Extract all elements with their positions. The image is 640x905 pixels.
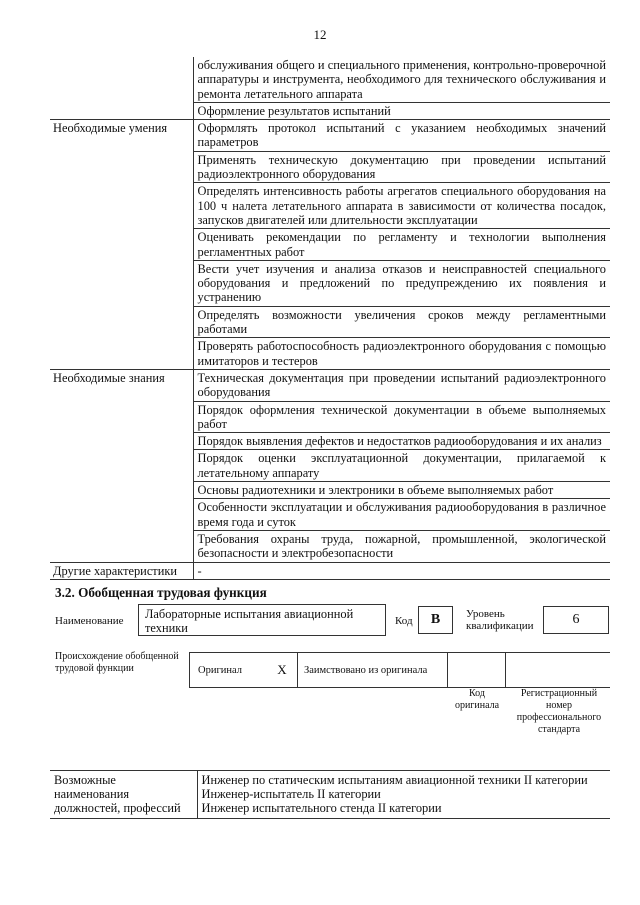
group-label: Другие характеристики — [50, 562, 193, 579]
original-mark: X — [277, 662, 287, 677]
qualification-level-box: 6 — [543, 606, 609, 634]
group-label — [50, 57, 193, 120]
original-label: Оригинал — [198, 664, 242, 676]
table-row: Порядок оценки эксплуатационной документации, прилагаемой к летательному аппарату — [193, 450, 610, 482]
section-title: 3.2. Обобщенная трудовая функция — [55, 585, 267, 600]
positions-table — [50, 770, 610, 819]
code-caption: Код оригинала — [454, 688, 500, 711]
table-row: Вести учет изучения и анализа отказов и неисправностей специального оборудования и предложений по предупреждению их появления и устранению — [193, 260, 610, 306]
table-row: обслуживания общего и специального применения, контрольно-проверочной аппаратуры и инструмента, необходимого для технического обслуживания и ремонта летательного аппарата — [193, 57, 610, 102]
table-row: Техническая документация при проведении испытаний радиоэлектронного оборудования — [193, 369, 610, 401]
code-label: Код — [395, 615, 413, 627]
reg-caption: Регистрационный номер профессионального стандарта — [516, 688, 602, 735]
borrowed-cell — [297, 653, 447, 687]
table-row: Порядок оформления технической документации в объеме выполняемых работ — [193, 401, 610, 433]
page-number: 12 — [313, 27, 327, 42]
origin-reg-cell — [505, 653, 610, 687]
group-label: Необходимые знания — [50, 369, 193, 562]
list-item: Инженер по статическим испытаниям авиационной техники II категории — [201, 773, 588, 787]
function-code-box: B — [418, 606, 453, 634]
origin-code-cell — [447, 653, 505, 687]
positions-label: Возможные наименования должностей, профессий — [50, 771, 197, 819]
list-item: Инженер испытательного стенда II категории — [201, 801, 442, 816]
table-row: Проверять работоспособность радиоэлектронного оборудования с помощью имитаторов и тестеров — [193, 338, 610, 370]
table-row: Оценивать рекомендации по регламенту и технологии выполнения регламентных работ — [193, 229, 610, 261]
name-label: Наименование — [55, 615, 124, 627]
competency-table — [50, 57, 610, 580]
origin-label: Происхождение обобщенной трудовой функции — [55, 651, 179, 674]
origin-row — [189, 652, 610, 688]
table-row: Основы радиотехники и электроники в объеме выполняемых работ — [193, 482, 610, 499]
table-row: Оформлять протокол испытаний с указанием необходимых значений параметров — [193, 120, 610, 152]
level-label: Уровень квалификации — [466, 608, 534, 632]
table-row: Требования охраны труда, пожарной, промышленной, экологической безопасности и электробезопасности — [193, 530, 610, 562]
list-item: Инженер-испытатель II категории — [201, 787, 381, 802]
function-name-box: Лабораторные испытания авиационной техники — [138, 604, 386, 636]
group-label: Необходимые умения — [50, 120, 193, 370]
table-row: Определять возможности увеличения сроков между регламентными работами — [193, 306, 610, 338]
table-row: Определять интенсивность работы агрегатов специального оборудования на 100 ч налета летательного аппарата в зависимости от количества посадок, запусков двигателей или длительности эксплуатации — [193, 183, 610, 229]
table-row: Порядок выявления дефектов и недостатков радиооборудования и их анализ — [193, 433, 610, 450]
table-row: Применять техническую документацию при проведении испытаний радиоэлектронного оборудования — [193, 151, 610, 183]
table-row: Особенности эксплуатации и обслуживания радиооборудования в различное время года и суток — [193, 499, 610, 531]
positions-list — [197, 771, 610, 819]
borrowed-label: Заимствовано из оригинала — [304, 664, 428, 676]
table-row: - — [193, 562, 610, 579]
table-row: Оформление результатов испытаний — [193, 102, 610, 119]
